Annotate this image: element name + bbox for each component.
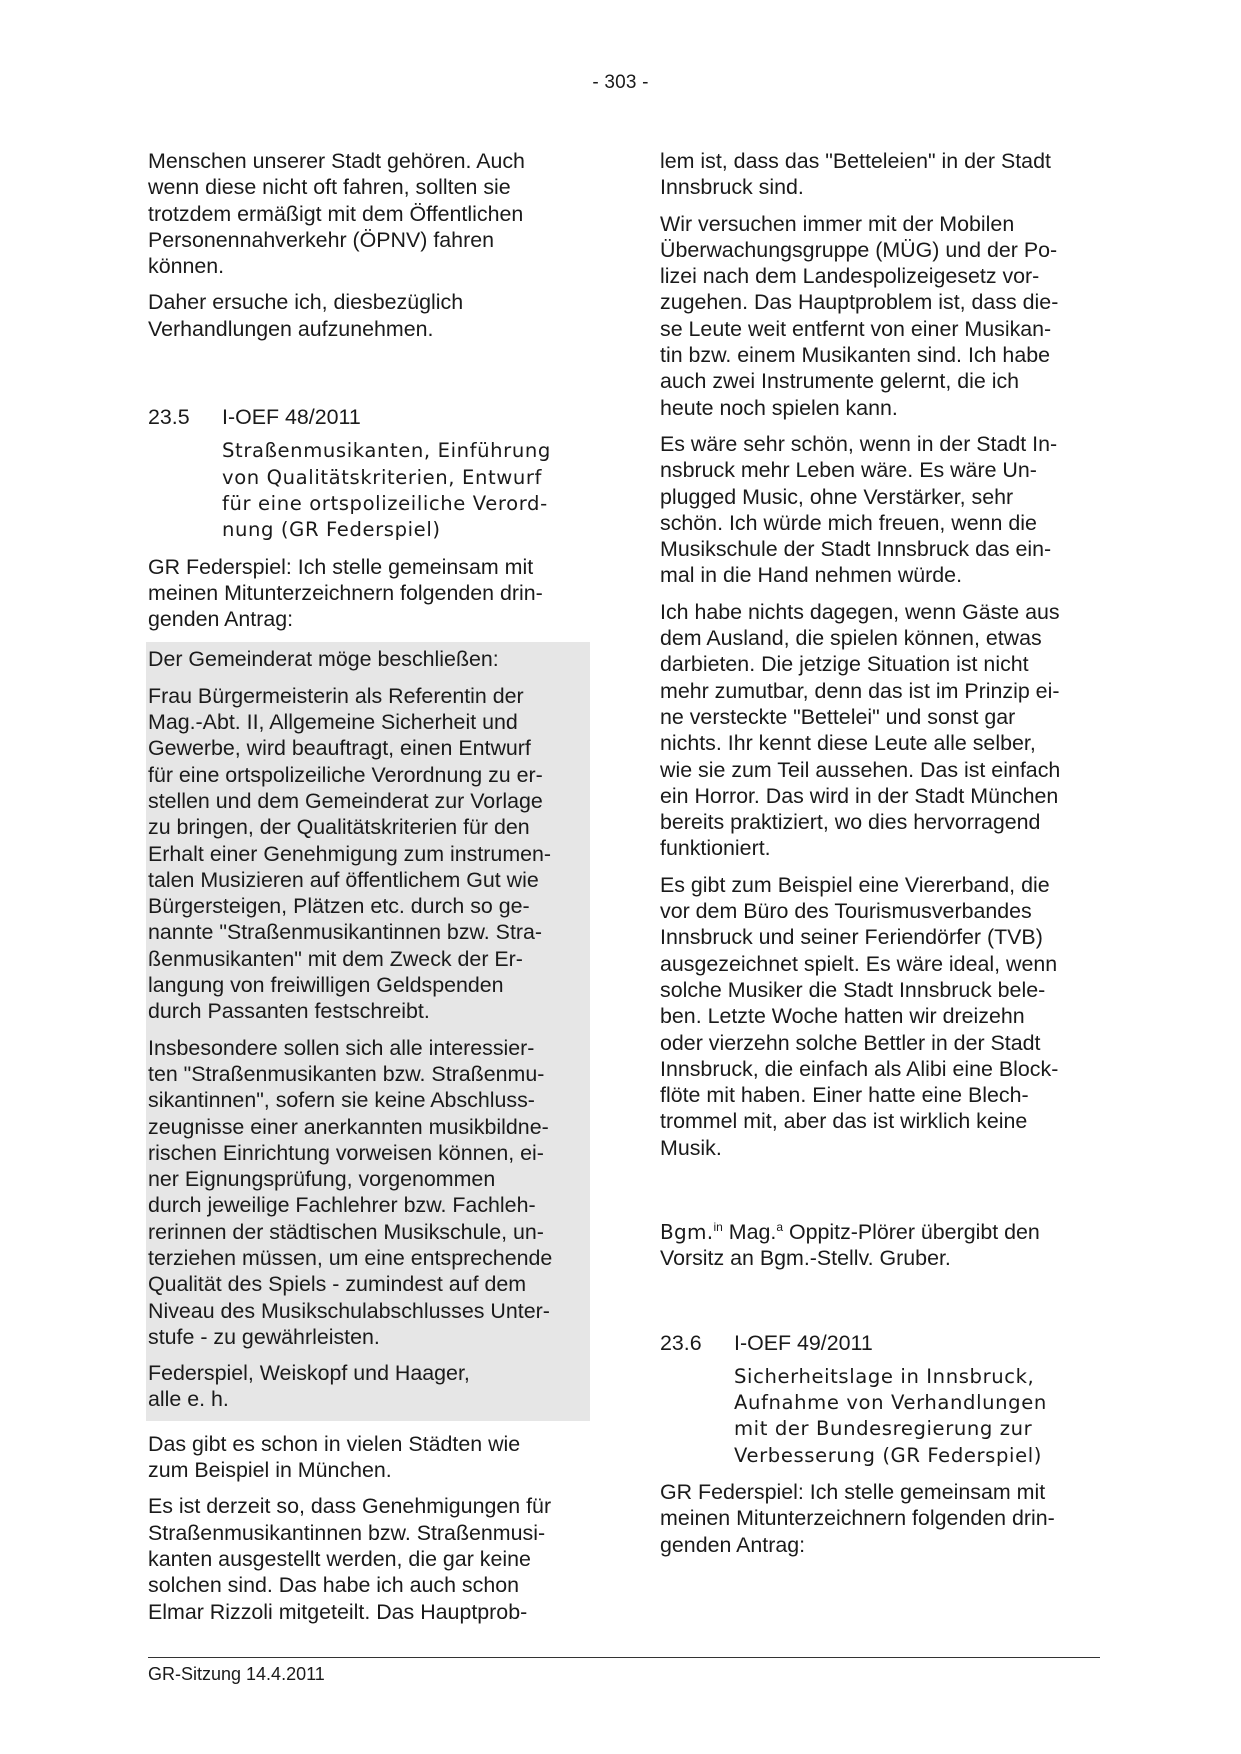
agenda-item-title: Sicherheitslage in Innsbruck, Aufnahme von Verhandlungen mit der Bundesregierung zur Verbesserung (GR Federspiel) [734,1364,1047,1467]
agenda-item-heading [148,404,588,430]
motion-text-box [146,642,590,1420]
footer-divider [148,1657,1100,1658]
motion-intro: GR Federspiel: Ich stelle gemeinsam mit meinen Mitunterzeichnern folgenden drin- genden Antrag: [660,1480,1055,1557]
paragraph: Es wäre sehr schön, wenn in der Stadt In- nsbruck mehr Leben wäre. Es wäre Un- plugged Music, ohne Verstärker, sehr schön. Ich würde mich freuen, wenn die Musikschule der Stadt Innsbruck das ein- mal in die Hand nehmen würde. [660,431,1058,588]
paragraph: Es gibt zum Beispiel eine Viererband, die vor dem Büro des Tourismusverbandes Innsbruck und seiner Feriendörfer (TVB) ausgezeichnet spielt. Es wäre ideal, wenn solche Musiker die Stadt Innsbruck bele- ben. Letzte Woche hatten wir dreizehn oder vierzehn solche Bettler in der Stadt Innsbruck, die einfach als Alibi eine Block- flöte mit haben. Einer hatte eine Blech- trommel mit, aber das ist wirklich keine Musik. [660,872,1059,1160]
motion-paragraph: Insbesondere sollen sich alle interessier- ten "Straßenmusikanten bzw. Straßenmu- sikantinnen", sofern sie keine Abschluss- zeugnisse einer anerkannten musikbildne- rischen Einrichtung vorweisen können, ei- ner Eignungsprüfung, vorgenommen durch jeweilige Fachlehrer bzw. Fachleh- rerinnen der städtischen Musikschule, un- terziehen müssen, um eine entsprechende Qualität des Spiels - zumindest auf dem Niveau des Musikschulabschlusses Unter- stufe - zu gewährleisten. [148,1035,553,1349]
agenda-item-heading [660,1330,1100,1356]
agenda-item-number: 23.6 [660,1330,702,1355]
motion-signatories: Federspiel, Weiskopf und Haager, alle e. h. [148,1361,470,1412]
paragraph: Es ist derzeit so, dass Genehmigungen für Straßenmusikantinnen bzw. Straßenmusi- kanten ausgestellt werden, die gar keine solchen sind. Das habe ich auch schon Elmar Rizzoli mitgeteilt. Das Hauptprob- [148,1494,552,1624]
paragraph: Menschen unserer Stadt gehören. Auch wenn diese nicht oft fahren, sollten sie trotzdem ermäßigt mit dem Öffentlichen Personennahverkehr (ÖPNV) fahren können. [148,149,525,279]
page-number: - 303 - [592,72,649,93]
chair-handover-note: Bgm.$^{in}$ Mag.$^a$ Oppitz-Plörer übergibt den Vorsitz an Bgm.-Stellv. Gruber. [660,1219,1040,1271]
footer-session-date: GR-Sitzung 14.4.2011 [148,1664,325,1684]
right-column [660,148,1100,1568]
paragraph: Das gibt es schon in vielen Städten wie zum Beispiel in München. [148,1431,521,1483]
motion-paragraph: Frau Bürgermeisterin als Referentin der Mag.-Abt. II, Allgemeine Sicherheit und Gewerbe, wird beauftragt, einen Entwurf für eine ortspolizeiliche Verordnung zu er- stellen und dem Gemeinderat zur Vorlage zu bringen, der Qualitätskriterien für den Erhalt einer Genehmigung zum instrumen- talen Musizieren auf öffentlichem Gut wie Bürgersteigen, Plätzen etc. durch so ge- nannte "Straßenmusikantinnen bzw. Stra- ßenmusikanten" mit dem Zweck der Er- langung von freiwilligen Geldspenden durch Passanten festschreibt. [148,683,552,1024]
paragraph: Daher ersuche ich, diesbezüglich Verhandlungen aufzunehmen. [148,290,464,341]
agenda-item-title: Straßenmusikanten, Einführung von Qualitätskriterien, Entwurf für eine ortspolizeiliche Verord- nung (GR Federspiel) [222,439,551,542]
agenda-item-number: 23.5 [148,405,190,430]
motion-intro: GR Federspiel: Ich stelle gemeinsam mit meinen Mitunterzeichnern folgenden drin- genden Antrag: [148,554,543,632]
agenda-item-code: I-OEF 49/2011 [734,1330,873,1355]
agenda-item-code: I-OEF 48/2011 [222,405,361,430]
left-column [148,148,588,1635]
paragraph: lem ist, dass das "Betteleien" in der Stadt Innsbruck sind. [660,149,1051,200]
paragraph: Wir versuchen immer mit der Mobilen Überwachungsgruppe (MÜG) und der Po- lizei nach dem Landespolizeigesetz vor- zugehen. Das Hauptproblem ist, dass die- se Leute weit entfernt von einer Musikan- tin bzw. einem Musikanten sind. Ich habe auch zwei Instrumente gelernt, die ich heute noch spielen kann. [660,211,1059,420]
motion-paragraph: Der Gemeinderat möge beschließen: [148,647,499,672]
paragraph: Ich habe nichts dagegen, wenn Gäste aus dem Ausland, die spielen können, etwas darbieten. Die jetzige Situation ist nicht mehr zumutbar, denn das ist im Prinzip ei- ne versteckte "Bettelei" und sonst gar nichts. Ihr kennt diese Leute alle selber, wie sie zum Teil aussehen. Das ist einfach ein Horror. Das wird in der Stadt München bereits praktiziert, wo dies hervorragend funktioniert. [660,599,1061,861]
